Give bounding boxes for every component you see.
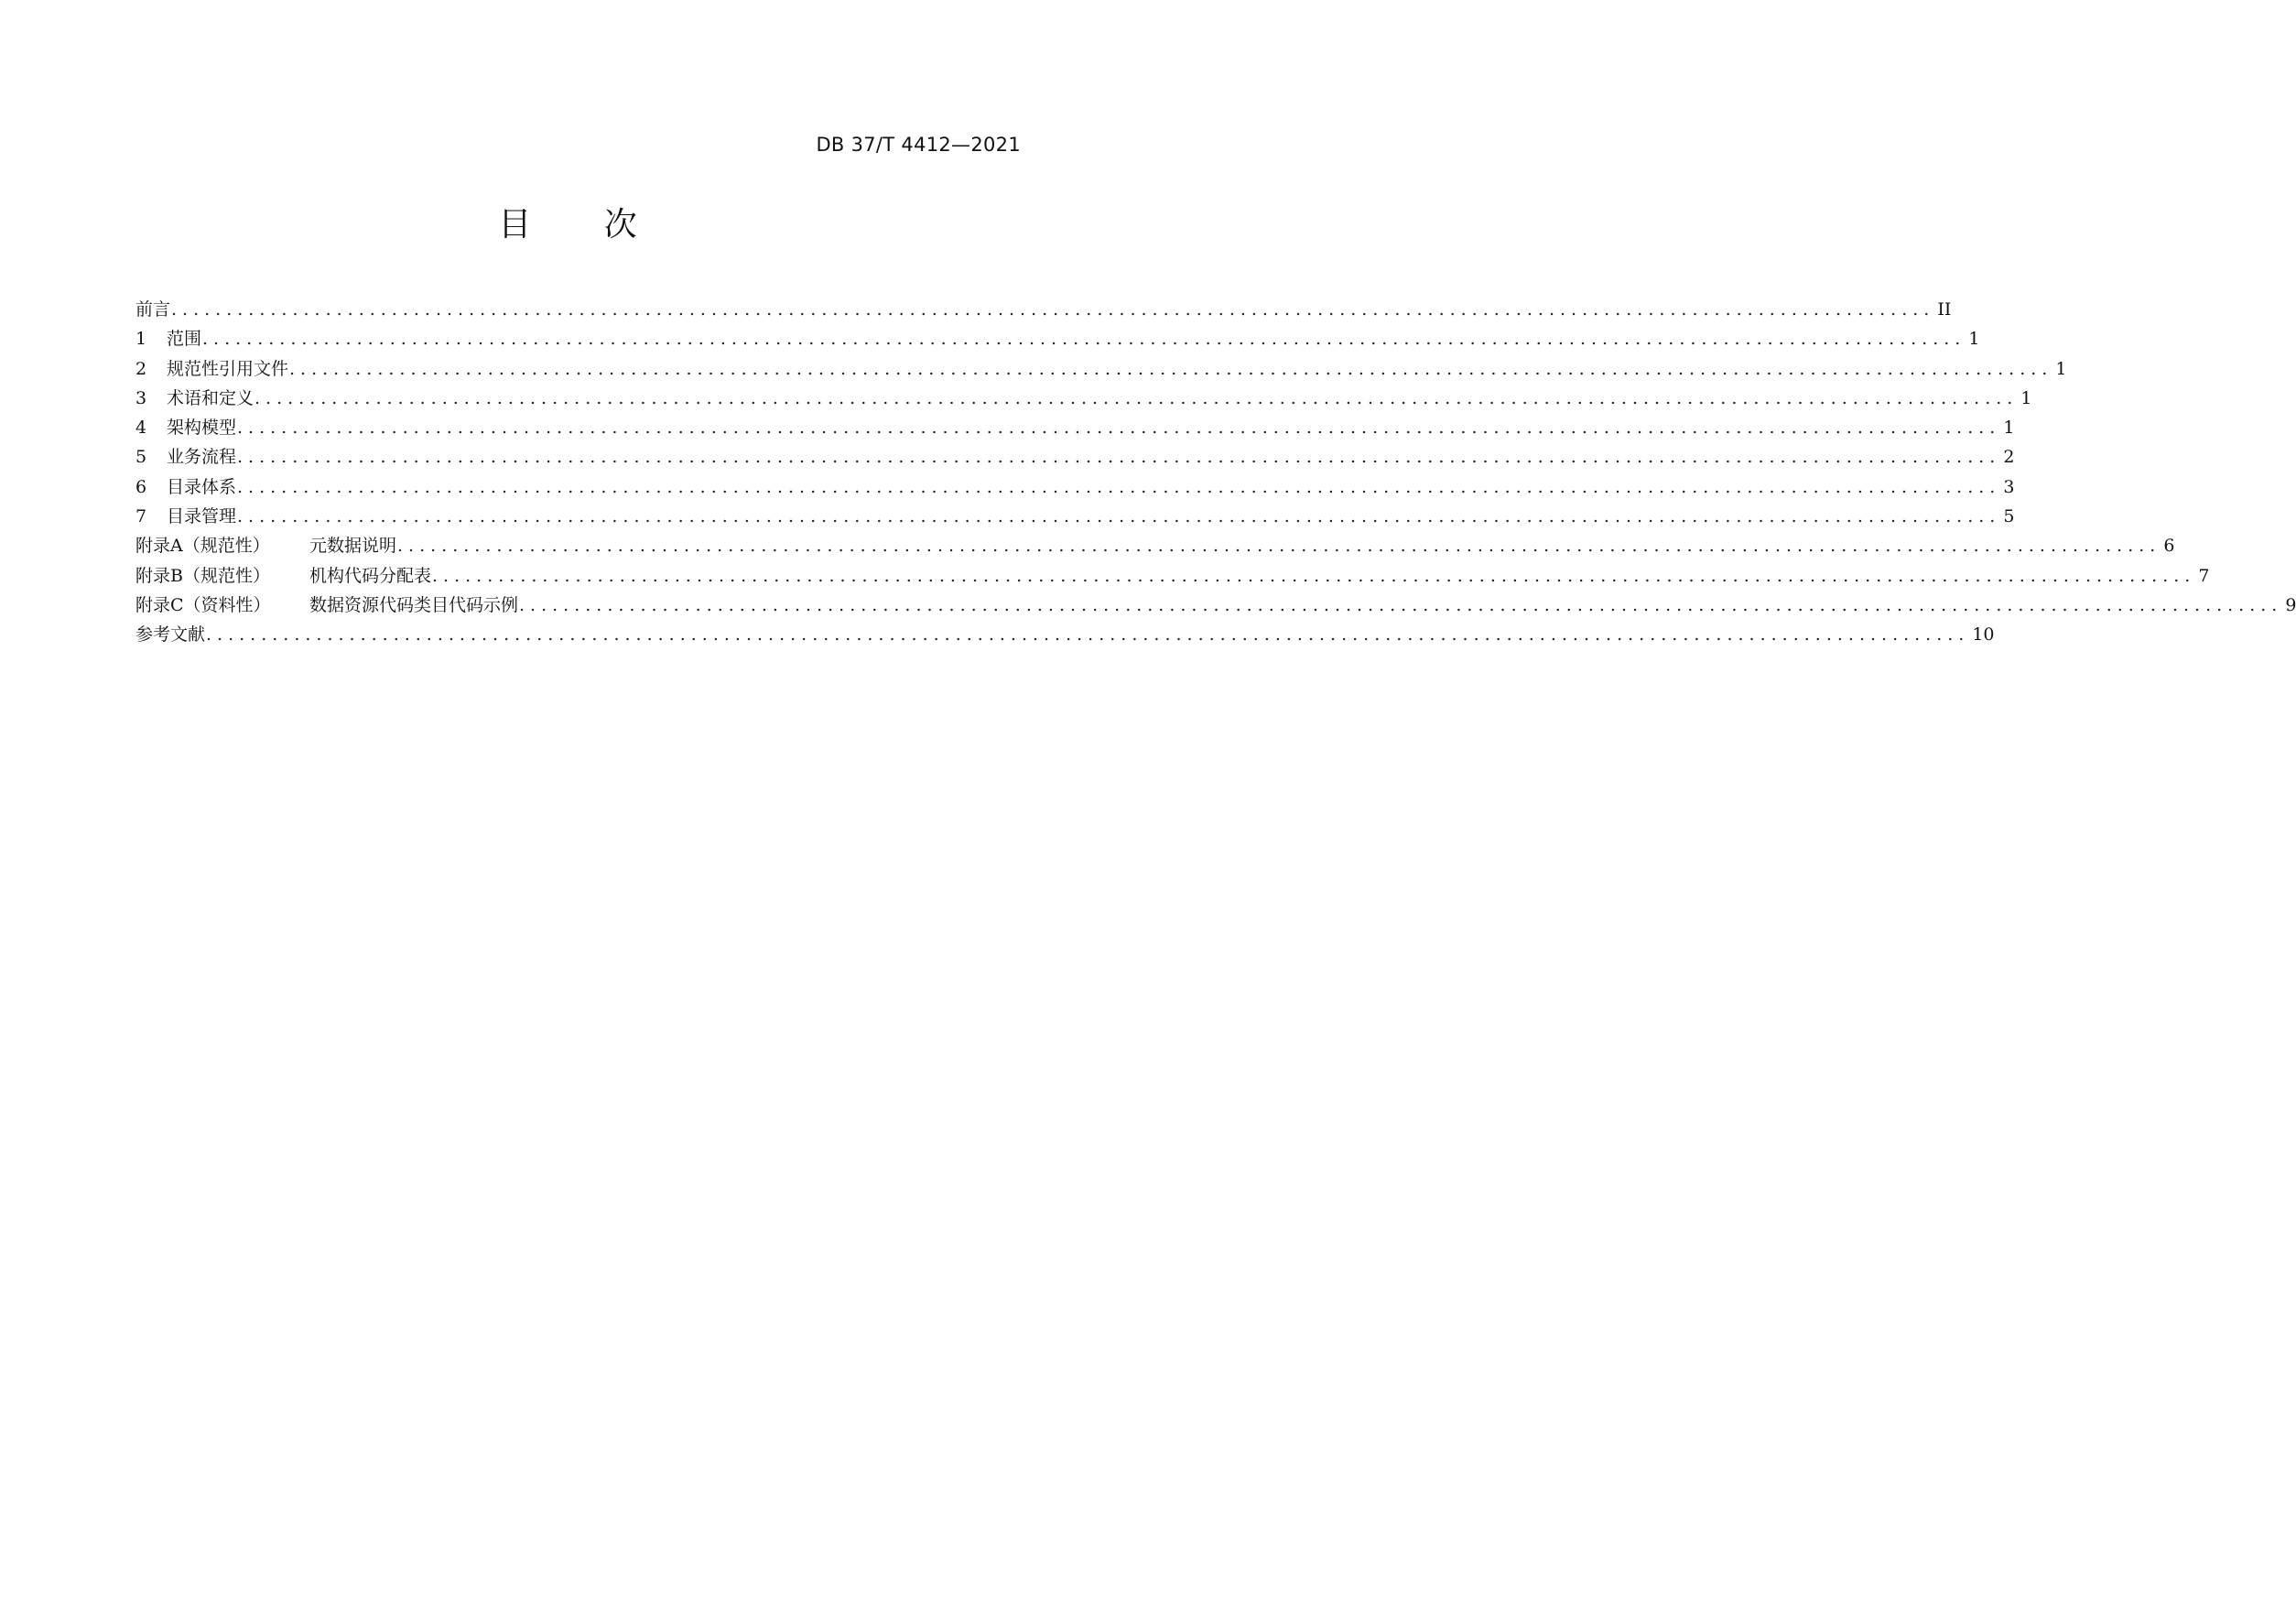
toc-entry-title: 前言 <box>135 299 171 320</box>
toc-entry-title: 数据资源代码类目代码示例 <box>309 594 519 615</box>
toc-entry-title: 术语和定义 <box>167 387 255 408</box>
toc-entry[interactable] <box>135 472 2015 502</box>
toc-entry-appendix-label: 附录A（规范性） <box>135 536 270 557</box>
toc-entry-page: 1 <box>2055 358 2067 379</box>
page-title: 目 次 <box>498 206 668 244</box>
toc-entry-page: 1 <box>2020 387 2032 408</box>
toc-entry-title: 架构模型 <box>167 418 237 439</box>
toc-entry-number: 5 <box>135 447 147 468</box>
toc-entry-page: 9 <box>2285 594 2296 615</box>
toc-leader: ................................................................................................................................................................ <box>519 594 2283 615</box>
toc-entry-number: 6 <box>135 476 147 497</box>
toc-leader: ................................................................................................................................................................ <box>237 476 2001 497</box>
toc-entry-page: 3 <box>2003 476 2015 497</box>
toc-leader: ................................................................................................................................................................ <box>397 536 2161 557</box>
toc-entry[interactable] <box>135 413 2015 442</box>
toc-entry[interactable] <box>135 324 1980 353</box>
toc-entry-title: 目录管理 <box>167 506 237 527</box>
toc-entry[interactable] <box>135 502 2015 531</box>
toc-leader: ................................................................................................................................................................ <box>237 447 2001 468</box>
toc-entry[interactable] <box>135 442 2015 472</box>
toc-leader: ................................................................................................................................................................ <box>237 506 2001 527</box>
toc-entry-title: 规范性引用文件 <box>167 358 289 379</box>
toc-entry[interactable] <box>135 531 2175 560</box>
toc-entry-appendix-label: 附录B（规范性） <box>135 565 270 586</box>
toc-entry[interactable] <box>135 295 1952 324</box>
toc-leader: ................................................................................................................................................................ <box>171 299 1935 320</box>
toc-entry-number: 1 <box>135 329 147 350</box>
toc-entry[interactable] <box>135 384 2032 413</box>
toc-entry-page: 6 <box>2163 536 2175 557</box>
toc-entry[interactable] <box>135 354 2067 384</box>
toc-entry-title: 元数据说明 <box>309 536 397 557</box>
document-code: DB 37/T 4412—2021 <box>816 134 1021 156</box>
toc-entry[interactable] <box>135 591 2296 620</box>
toc-leader: ................................................................................................................................................................ <box>255 387 2019 408</box>
toc-entry-page: 2 <box>2003 447 2015 468</box>
toc-entry-page: 7 <box>2198 565 2210 586</box>
toc-entry-page: II <box>1937 299 1952 320</box>
toc-leader: ................................................................................................................................................................ <box>237 418 2001 439</box>
toc-leader: ................................................................................................................................................................ <box>202 329 1966 350</box>
toc-leader: ................................................................................................................................................................ <box>289 358 2053 379</box>
toc-entry-number: 3 <box>135 387 147 408</box>
toc-entry-page: 5 <box>2003 506 2015 527</box>
toc-entry-title: 参考文献 <box>135 624 206 646</box>
toc-entry-number: 4 <box>135 418 147 439</box>
toc-entry[interactable] <box>135 561 2210 591</box>
toc-entry-title: 业务流程 <box>167 447 237 468</box>
toc-entry-number: 2 <box>135 358 147 379</box>
table-of-contents <box>135 295 2296 650</box>
toc-entry-title: 机构代码分配表 <box>309 565 432 586</box>
toc-entry-title: 范围 <box>167 329 202 350</box>
toc-entry-appendix-label: 附录C（资料性） <box>135 594 271 615</box>
toc-entry-page: 1 <box>1968 329 1980 350</box>
toc-entry-page: 1 <box>2003 418 2015 439</box>
toc-entry-page: 10 <box>1972 624 1995 646</box>
toc-entry-title: 目录体系 <box>167 476 237 497</box>
toc-leader: ................................................................................................................................................................ <box>432 565 2196 586</box>
toc-entry-number: 7 <box>135 506 147 527</box>
toc-leader: ................................................................................................................................................................ <box>206 624 1970 646</box>
toc-entry[interactable] <box>135 620 1995 649</box>
